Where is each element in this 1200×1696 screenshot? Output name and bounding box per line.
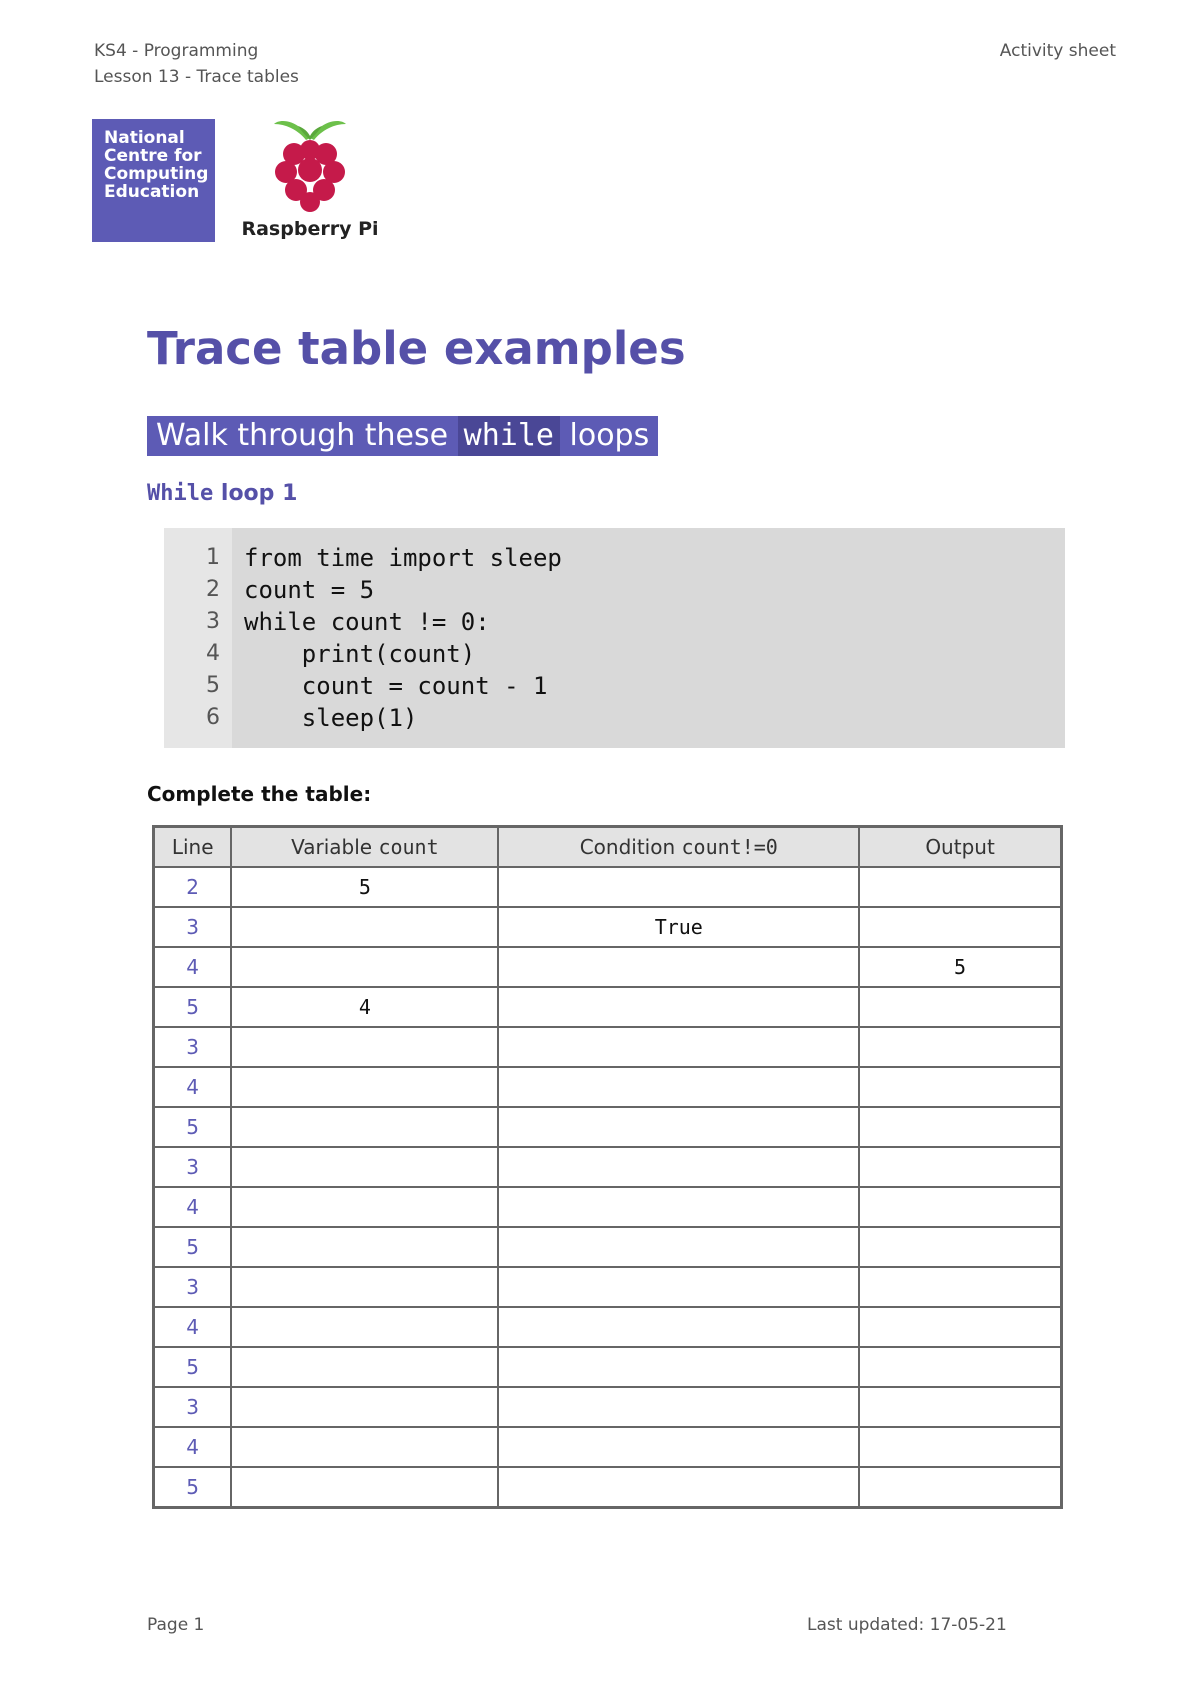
code-block — [164, 528, 1065, 748]
line-cell: 3 — [154, 1147, 232, 1187]
line-cell: 3 — [154, 1267, 232, 1307]
output-cell[interactable] — [859, 1427, 1061, 1467]
code-line-number: 1 — [206, 545, 220, 570]
table-row — [154, 1347, 1062, 1387]
raspberry-pi-name: Raspberry Pi — [241, 218, 379, 240]
subtitle-banner — [147, 416, 658, 456]
variable-cell[interactable] — [231, 1227, 498, 1267]
code-line: count = 5 — [244, 576, 375, 604]
variable-cell[interactable] — [231, 1107, 498, 1147]
table-row — [154, 907, 1062, 947]
output-cell[interactable]: 5 — [859, 947, 1061, 987]
output-cell[interactable] — [859, 1467, 1061, 1508]
variable-cell[interactable] — [231, 1267, 498, 1307]
condition-cell[interactable] — [498, 1147, 859, 1187]
table-row — [154, 987, 1062, 1027]
line-cell: 4 — [154, 1427, 232, 1467]
line-cell: 5 — [154, 1467, 232, 1508]
ncce-logo-line: Centre for — [104, 146, 202, 166]
output-cell[interactable] — [859, 1267, 1061, 1307]
header-output: Output — [859, 827, 1061, 868]
output-cell[interactable] — [859, 1227, 1061, 1267]
line-cell: 3 — [154, 1387, 232, 1427]
table-header-row — [154, 827, 1062, 868]
line-cell: 3 — [154, 1027, 232, 1067]
variable-cell[interactable] — [231, 1187, 498, 1227]
subtitle-keyword: while — [458, 416, 560, 456]
table-row — [154, 1387, 1062, 1427]
subtitle-text: Walk through these — [156, 418, 449, 453]
code-line: from time import sleep — [244, 544, 562, 572]
variable-cell[interactable] — [231, 1067, 498, 1107]
raspberry-icon — [240, 114, 380, 214]
variable-cell[interactable] — [231, 1307, 498, 1347]
code-line: sleep(1) — [244, 704, 418, 732]
condition-cell[interactable] — [498, 867, 859, 907]
header-sheet-type: Activity sheet — [999, 41, 1116, 61]
condition-cell[interactable] — [498, 1307, 859, 1347]
instruction-text: Complete the table: — [147, 782, 372, 806]
table-row — [154, 867, 1062, 907]
output-cell[interactable] — [859, 1187, 1061, 1227]
header-condition-prefix: Condition — [579, 835, 676, 859]
line-cell: 2 — [154, 867, 232, 907]
condition-cell[interactable] — [498, 1227, 859, 1267]
ncce-logo — [92, 119, 215, 242]
table-row — [154, 1187, 1062, 1227]
output-cell[interactable] — [859, 1107, 1061, 1147]
page-title: Trace table examples — [147, 322, 686, 375]
line-cell: 5 — [154, 1227, 232, 1267]
code-line: print(count) — [244, 640, 476, 668]
header-line: Line — [154, 827, 232, 868]
section-text: loop 1 — [220, 481, 298, 506]
header-variable-name: count — [378, 835, 439, 859]
header-lesson: Lesson 13 - Trace tables — [94, 67, 299, 87]
raspberry-pi-logo — [240, 114, 380, 244]
trace-table — [152, 825, 1063, 1509]
section-keyword: While — [147, 481, 214, 506]
variable-cell[interactable] — [231, 1387, 498, 1427]
table-row — [154, 1307, 1062, 1347]
table-row — [154, 1467, 1062, 1508]
output-cell[interactable] — [859, 1147, 1061, 1187]
condition-cell[interactable] — [498, 1107, 859, 1147]
code-line-number: 2 — [206, 577, 220, 602]
variable-cell[interactable] — [231, 1347, 498, 1387]
condition-cell[interactable]: True — [498, 907, 859, 947]
condition-cell[interactable] — [498, 1027, 859, 1067]
condition-cell[interactable] — [498, 1267, 859, 1307]
code-gutter — [164, 528, 232, 748]
code-line-number: 6 — [206, 705, 220, 730]
table-row — [154, 1107, 1062, 1147]
output-cell[interactable] — [859, 907, 1061, 947]
code-line: while count != 0: — [244, 608, 490, 636]
output-cell[interactable] — [859, 867, 1061, 907]
line-cell: 4 — [154, 1067, 232, 1107]
header-variable-prefix: Variable — [291, 835, 373, 859]
table-row — [154, 1227, 1062, 1267]
ncce-logo-line: Education — [104, 182, 200, 202]
output-cell[interactable] — [859, 1067, 1061, 1107]
subtitle-text: loops — [569, 418, 650, 453]
table-row — [154, 1027, 1062, 1067]
header-variable — [231, 827, 498, 868]
header-condition-expr: count!=0 — [681, 835, 778, 859]
header-course: KS4 - Programming — [94, 41, 259, 61]
variable-cell[interactable] — [231, 1427, 498, 1467]
line-cell: 4 — [154, 1187, 232, 1227]
ncce-logo-line: Computing — [104, 164, 209, 184]
footer-updated: Last updated: 17-05-21 — [807, 1615, 1007, 1635]
condition-cell[interactable] — [498, 1427, 859, 1467]
header-condition — [498, 827, 859, 868]
variable-cell[interactable] — [231, 1147, 498, 1187]
trace-table-body — [154, 867, 1062, 1508]
code-line-number: 4 — [206, 641, 220, 666]
output-cell[interactable] — [859, 987, 1061, 1027]
code-lines — [232, 528, 1065, 748]
table-row — [154, 1267, 1062, 1307]
table-row — [154, 1147, 1062, 1187]
table-row — [154, 947, 1062, 987]
condition-cell[interactable] — [498, 987, 859, 1027]
line-cell: 3 — [154, 907, 232, 947]
line-cell: 4 — [154, 1307, 232, 1347]
table-row — [154, 1427, 1062, 1467]
variable-cell[interactable] — [231, 907, 498, 947]
code-line-number: 3 — [206, 609, 220, 634]
footer-page: Page 1 — [147, 1615, 205, 1635]
variable-cell[interactable] — [231, 1467, 498, 1508]
ncce-logo-line: National — [104, 128, 185, 148]
table-row — [154, 1067, 1062, 1107]
line-cell: 5 — [154, 987, 232, 1027]
condition-cell[interactable] — [498, 1067, 859, 1107]
variable-cell[interactable] — [231, 1027, 498, 1067]
variable-cell[interactable] — [231, 947, 498, 987]
code-line-number: 5 — [206, 673, 220, 698]
code-line: count = count - 1 — [244, 672, 548, 700]
condition-cell[interactable] — [498, 1387, 859, 1427]
variable-cell[interactable]: 4 — [231, 987, 498, 1027]
output-cell[interactable] — [859, 1307, 1061, 1347]
output-cell[interactable] — [859, 1387, 1061, 1427]
output-cell[interactable] — [859, 1347, 1061, 1387]
line-cell: 5 — [154, 1347, 232, 1387]
variable-cell[interactable]: 5 — [231, 867, 498, 907]
section-title — [147, 481, 297, 506]
line-cell: 4 — [154, 947, 232, 987]
condition-cell[interactable] — [498, 1187, 859, 1227]
condition-cell[interactable] — [498, 1347, 859, 1387]
condition-cell[interactable] — [498, 1467, 859, 1508]
condition-cell[interactable] — [498, 947, 859, 987]
line-cell: 5 — [154, 1107, 232, 1147]
output-cell[interactable] — [859, 1027, 1061, 1067]
